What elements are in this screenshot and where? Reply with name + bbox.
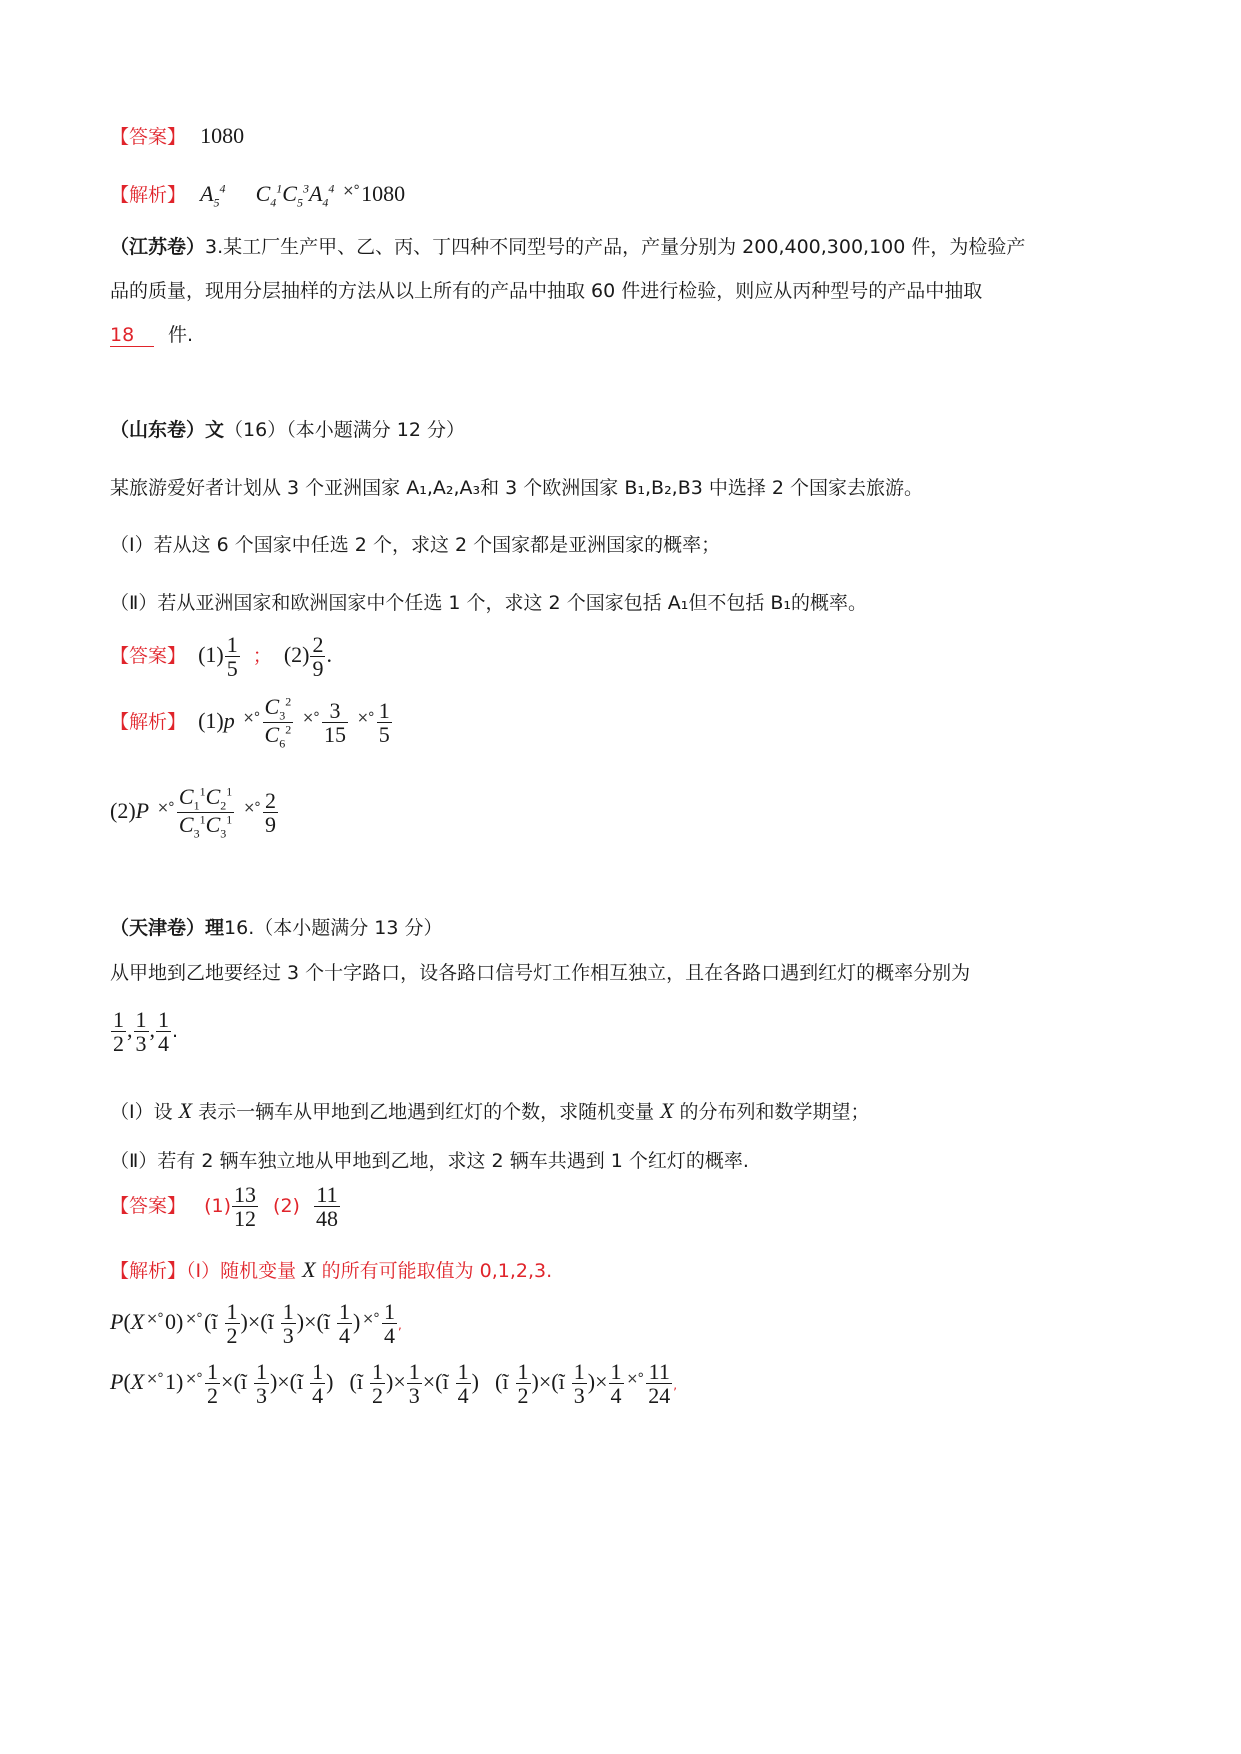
- formula-part: P(X: [110, 1369, 145, 1395]
- fraction-1-5: $\frac{1}{5}$: [226, 632, 238, 682]
- formula-part: P(X: [110, 1309, 145, 1335]
- jiangsu-line-3: [110, 320, 193, 347]
- formula-c41c53a44: $C_4^1C_5^3A_4^4$: [255, 181, 335, 210]
- shandong-answer-line: [110, 633, 332, 680]
- part1-text-a: （Ⅰ）设: [110, 1101, 173, 1123]
- formula-a54: $A_5^4$: [200, 181, 226, 210]
- jiangsu-source: （江苏卷）: [110, 236, 206, 258]
- tianjin-analysis-line: 【解析】（Ⅰ）随机变量 X 的所有可能取值为 0,1,2,3.: [110, 1257, 553, 1282]
- shandong-score: （16）（本小题满分 12 分）: [224, 419, 465, 441]
- analysis-tag: 【解析】: [110, 1260, 187, 1282]
- fraction-2-9: $\frac{2}{9}$: [265, 787, 277, 837]
- jiangsu-line-1: [110, 232, 1025, 259]
- shandong-source: （山东卷）: [110, 419, 206, 441]
- fraction-2-9: $\frac{2}{9}$: [312, 632, 324, 682]
- fraction-13-12: $\frac{13}{12}$: [233, 1182, 256, 1232]
- shandong-part1: （Ⅰ）若从这 6 个国家中任选 2 个，求这 2 个国家都是亚洲国家的概率；: [110, 534, 721, 556]
- equals-glyph: ×°: [243, 799, 261, 816]
- fraction-c32-c62: $\frac{C_3^2}{C_6^2}$: [264, 694, 292, 751]
- jiangsu-tail: 件.: [168, 324, 194, 346]
- tianjin-part2: （Ⅱ）若有 2 辆车独立地从甲地到乙地，求这 2 辆车共遇到 1 个红灯的概率.: [110, 1150, 749, 1172]
- answer-value: 1080: [200, 123, 245, 148]
- tianjin-header: [110, 913, 443, 940]
- shandong-analysis-2: [110, 785, 279, 840]
- q1-answer-line: [110, 122, 244, 149]
- blank-answer: 18: [110, 324, 154, 347]
- formula-part: (1): [204, 1195, 231, 1218]
- fraction-3-15: $\frac{3}{15}$: [323, 697, 346, 747]
- tianjin-source: （天津卷）: [110, 917, 206, 939]
- shandong-part2: （Ⅱ）若从亚洲国家和欧洲国家中个任选 1 个，求这 2 个国家包括 A₁但不包括 B₁的概率。: [110, 592, 868, 614]
- q1-analysis-line: [110, 180, 405, 210]
- shandong-type: 文: [205, 419, 225, 441]
- answer-tag: 【答案】: [110, 1195, 187, 1218]
- analysis-tag: 【解析】: [110, 710, 187, 733]
- equals-glyph: ×°: [157, 799, 174, 816]
- fraction-11-48: $\frac{11}{48}$: [316, 1182, 338, 1232]
- equals-glyph: ×°: [357, 709, 374, 726]
- jiangsu-text-1: 3.某工厂生产甲、乙、丙、丁四种不同型号的产品，产量分别为 200,400,300,100 件，为检验产: [205, 236, 1026, 258]
- shandong-header: [110, 415, 465, 442]
- shandong-stem: 某旅游爱好者计划从 3 个亚洲国家 A₁,A₂,A₃和 3 个欧洲国家 B₁,B₂,B3 中选择 2 个国家去旅游。: [110, 477, 924, 499]
- formula-part: (2)P: [110, 797, 150, 823]
- jiangsu-text-2: 品的质量，现用分层抽样的方法从以上所有的产品中抽取 60 件进行检验，则应从丙种型号的产品中抽取: [110, 280, 983, 302]
- px0-formula: P(X ×°0) ×°(ĩ $\frac{1}{2}$ )×(ĩ $\frac{1}{3}$ )×(ĩ $\frac{1}{4}$ ) ×° $\frac{1}{4}$ ,: [110, 1299, 402, 1349]
- period: .: [326, 642, 332, 668]
- answer-tag: 【答案】: [110, 126, 187, 148]
- analysis-tag: 【解析】: [110, 184, 187, 206]
- tianjin-probabilities: $\frac{1}{2}$ , $\frac{1}{3}$ , $\frac{1}{4}$ .: [113, 1007, 179, 1057]
- fraction-c11c21-c31c31: $\frac{C_1^1C_2^1}{C_3^1C_3^1}$: [178, 784, 233, 841]
- formula-part: (2): [283, 642, 310, 668]
- formula-part: (1): [198, 642, 224, 668]
- shandong-analysis-1: [110, 695, 393, 750]
- tianjin-part1: （Ⅰ）设 X 表示一辆车从甲地到乙地遇到红灯的个数，求随机变量 X 的分布列和数学期望；: [110, 1098, 870, 1123]
- analysis-result: 1080: [361, 181, 406, 206]
- equals-glyph: ×°: [242, 709, 260, 726]
- fraction-1-2: $\frac{1}{2}$: [113, 1007, 124, 1057]
- equals-glyph: ×°: [342, 183, 360, 199]
- formula-part: (2): [273, 1195, 300, 1218]
- px1-formula: P(X ×°1) ×° $\frac{1}{2}$ ×(ĩ $\frac{1}{3}$ )×(ĩ $\frac{1}{4}$ ) (ĩ $\frac{1}{2}$ )× $\frac{1}{3}$ ×(ĩ $\frac{1}{4}$ ) (ĩ $\frac{1}{2}$ )×(ĩ $\frac{1}{3}$ )× $\frac{1}{4}$ ×° $\frac{11}{24}$ ,: [110, 1359, 678, 1409]
- tianjin-type: 理: [205, 917, 225, 939]
- fraction-1-3: $\frac{1}{3}$: [135, 1007, 147, 1057]
- jiangsu-line-2: [110, 276, 982, 303]
- fraction-1-5: $\frac{1}{5}$: [378, 697, 390, 747]
- equals-glyph: ×°: [302, 709, 319, 726]
- part1-text-b: 表示一辆车从甲地到乙地遇到红灯的个数，求随机变量: [198, 1101, 655, 1123]
- tianjin-answer-line: [110, 1183, 341, 1230]
- tianjin-score: 16.（本小题满分 13 分）: [224, 917, 443, 939]
- analysis-text-a: （Ⅰ）随机变量: [186, 1260, 297, 1282]
- analysis-text-b: 的所有可能取值为 0,1,2,3.: [321, 1260, 553, 1282]
- part1-text-c: 的分布列和数学期望；: [679, 1101, 870, 1123]
- answer-tag: 【答案】: [110, 645, 187, 668]
- fraction-1-4: $\frac{1}{4}$: [158, 1007, 169, 1057]
- tianjin-stem: 从甲地到乙地要经过 3 个十字路口，设各路口信号灯工作相互独立，且在各路口遇到红灯的概率分别为: [110, 962, 971, 984]
- separator: ；: [252, 645, 272, 668]
- formula-part: (1)p: [198, 707, 235, 733]
